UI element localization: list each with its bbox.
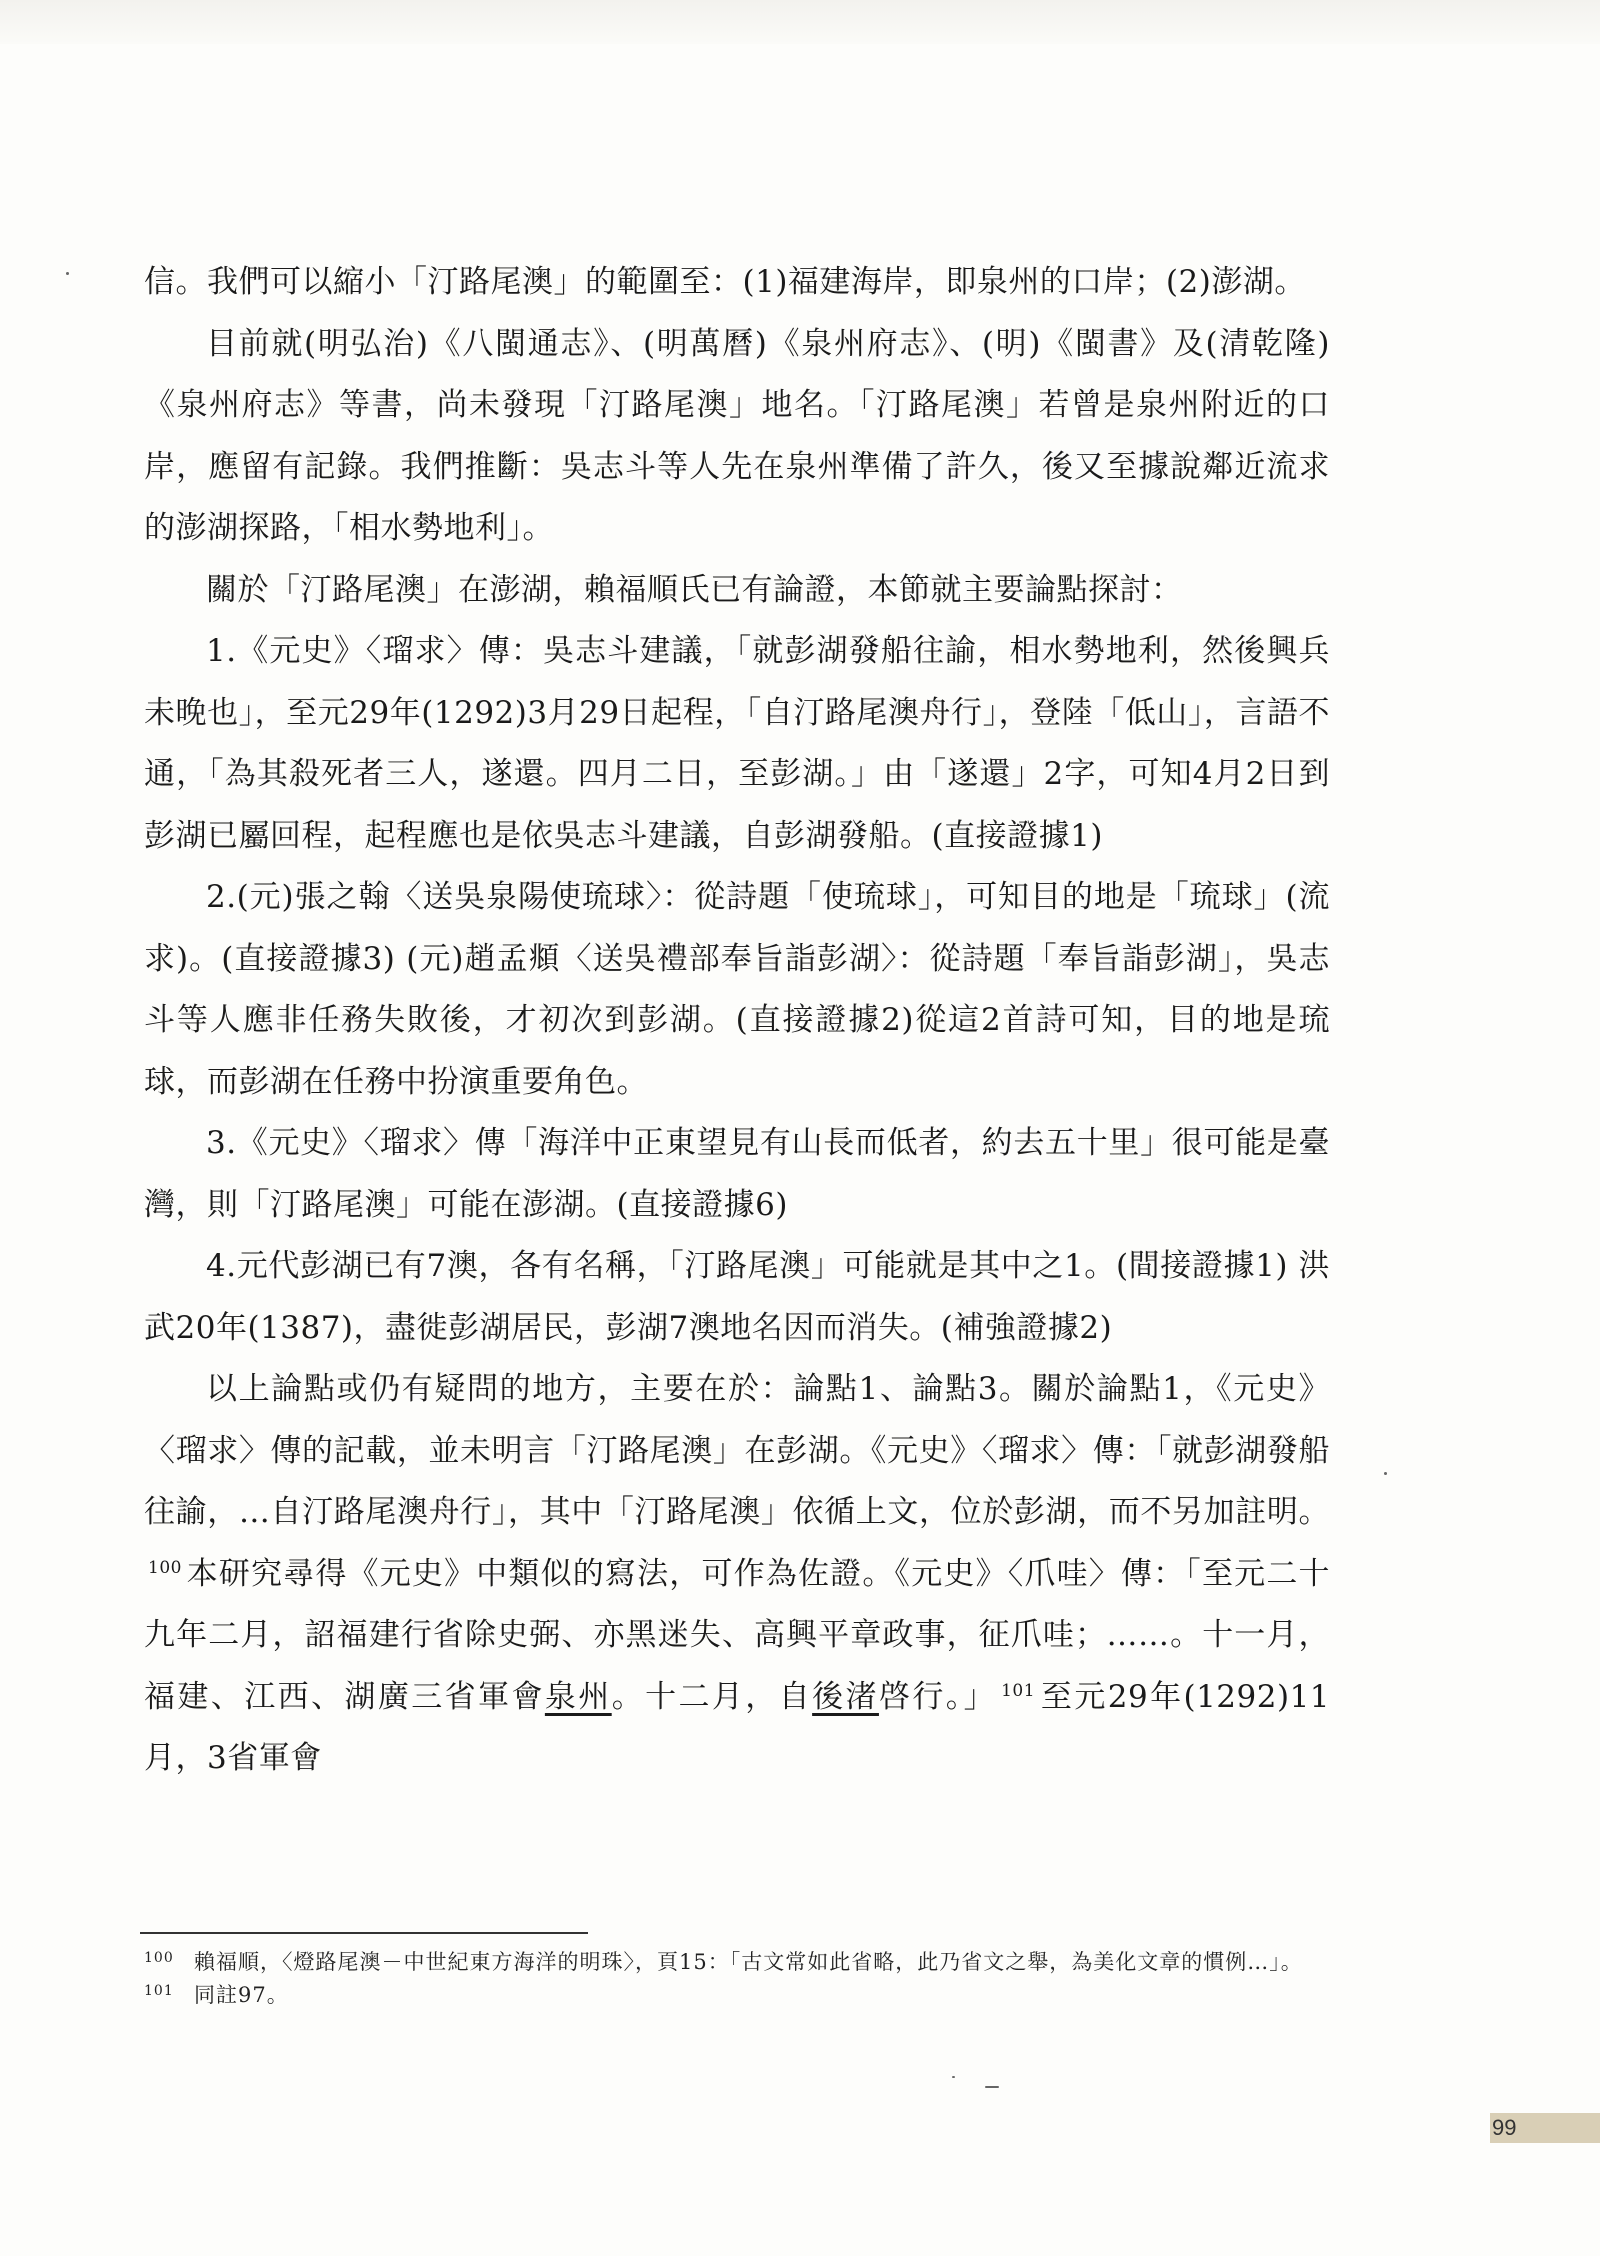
paragraph-point-3: 3.《元史》〈瑠求〉傳「海洋中正東望見有山長而低者，約去五十里」很可能是臺灣，則「汀路尾澳」可能在澎湖。(直接證據6) [144,1125,1330,1223]
footnote-101 [144,1979,1330,2012]
footnote-ref-100: 100 [148,1557,182,1578]
footnotes [144,1946,1330,2012]
footnote-text: 同註97。 [194,1983,289,2007]
paragraph-point-1: 1.《元史》〈瑠求〉傳：吳志斗建議，「就彭湖發船往諭，相水勢地利，然後興兵未晚也」，至元29年(1292)3月29日起程，「自汀路尾澳舟行」，登陸「低山」，言語不通，「為其殺死者三人，遂還。四月二日，至彭湖。」由「遂還」2字，可知4月2日到彭湖已屬回程，起程應也是依吳志斗建議，自彭湖發船。(直接證據1) [144,633,1330,854]
footnote-number: 101 [144,1983,174,1999]
footnote-100 [144,1946,1330,1979]
footnote-number: 100 [144,1950,174,1966]
paragraph-discussion [144,1359,1330,1790]
paragraph-1: 信。我們可以縮小「汀路尾澳」的範圍至：(1)福建海岸，即泉州的口岸；(2)澎湖。 [144,264,1306,300]
discussion-text-a: 以上論點或仍有疑問的地方，主要在於：論點1、論點3。關於論點1，《元史》〈瑠求〉傳的記載，並未明言「汀路尾澳」在彭湖。《元史》〈瑠求〉傳：「就彭湖發船往諭，…自汀路尾澳舟行」，其中「汀路尾澳」依循上文，位於彭湖，而不另加註明。 [144,1371,1330,1530]
discussion-text-b: 本研究尋得《元史》中類似的寫法，可作為佐證。《元史》〈爪哇〉傳：「至元二十九年二月，詔福建行省除史弼、亦黑迷失、高興平章政事，征爪哇；……。十一月，福建、江西、湖廣三省軍會 [144,1555,1330,1715]
page-number: 99 [1490,2113,1600,2143]
scan-speck [66,272,69,275]
footnote-separator [140,1932,588,1934]
discussion-text-d: 啓行。」 [878,1678,998,1715]
scan-speck [985,2086,999,2088]
body-text [144,252,1330,1790]
footnote-ref-101: 101 [1001,1680,1036,1701]
paragraph-point-4: 4.元代彭湖已有7澳，各有名稱，「汀路尾澳」可能就是其中之1。(間接證據1) 洪武20年(1387)，盡徙彭湖居民，彭湖7澳地名因而消失。(補強證據2) [144,1248,1330,1346]
discussion-text-e: 至元29年(1292)11月，3省軍會 [144,1678,1331,1776]
scan-speck [1384,1472,1387,1475]
underlined-place-quanzhou: 泉州 [544,1678,612,1715]
scan-speck [952,2076,955,2078]
paragraph-point-2: 2.(元)張之翰〈送吳泉陽使琉球〉：從詩題「使琉球」，可知目的地是「琉球」(流求)。(直接證據3) (元)趙孟頫〈送吳禮部奉旨詣彭湖〉：從詩題「奉旨詣彭湖」，吳志斗等人應非任務失敗後，才初次到彭湖。(直接證據2)從這2首詩可知，目的地是琉球，而彭湖在任務中扮演重要角色。 [144,879,1330,1100]
underlined-place-houzhu: 後渚 [812,1678,879,1715]
footnote-text: 賴福順，〈燈路尾澳－中世紀東方海洋的明珠〉，頁15：「古文常如此省略，此乃省文之舉，為美化文章的慣例…」。 [194,1950,1303,1974]
scan-top-band [0,0,1600,44]
discussion-text-c: 。十二月，自 [611,1678,813,1715]
paragraph-3: 關於「汀路尾澳」在澎湖，賴福順氏已有論證，本節就主要論點探討： [206,571,1183,608]
paragraph-2: 目前就(明弘治)《八閩通志》、(明萬曆)《泉州府志》、(明)《閩書》及(清乾隆)《泉州府志》等書，尚未發現「汀路尾澳」地名。「汀路尾澳」若曾是泉州附近的口岸，應留有記錄。我們推斷：吳志斗等人先在泉州準備了許久，後又至據說鄰近流求的澎湖探路，「相水勢地利」。 [144,325,1330,546]
